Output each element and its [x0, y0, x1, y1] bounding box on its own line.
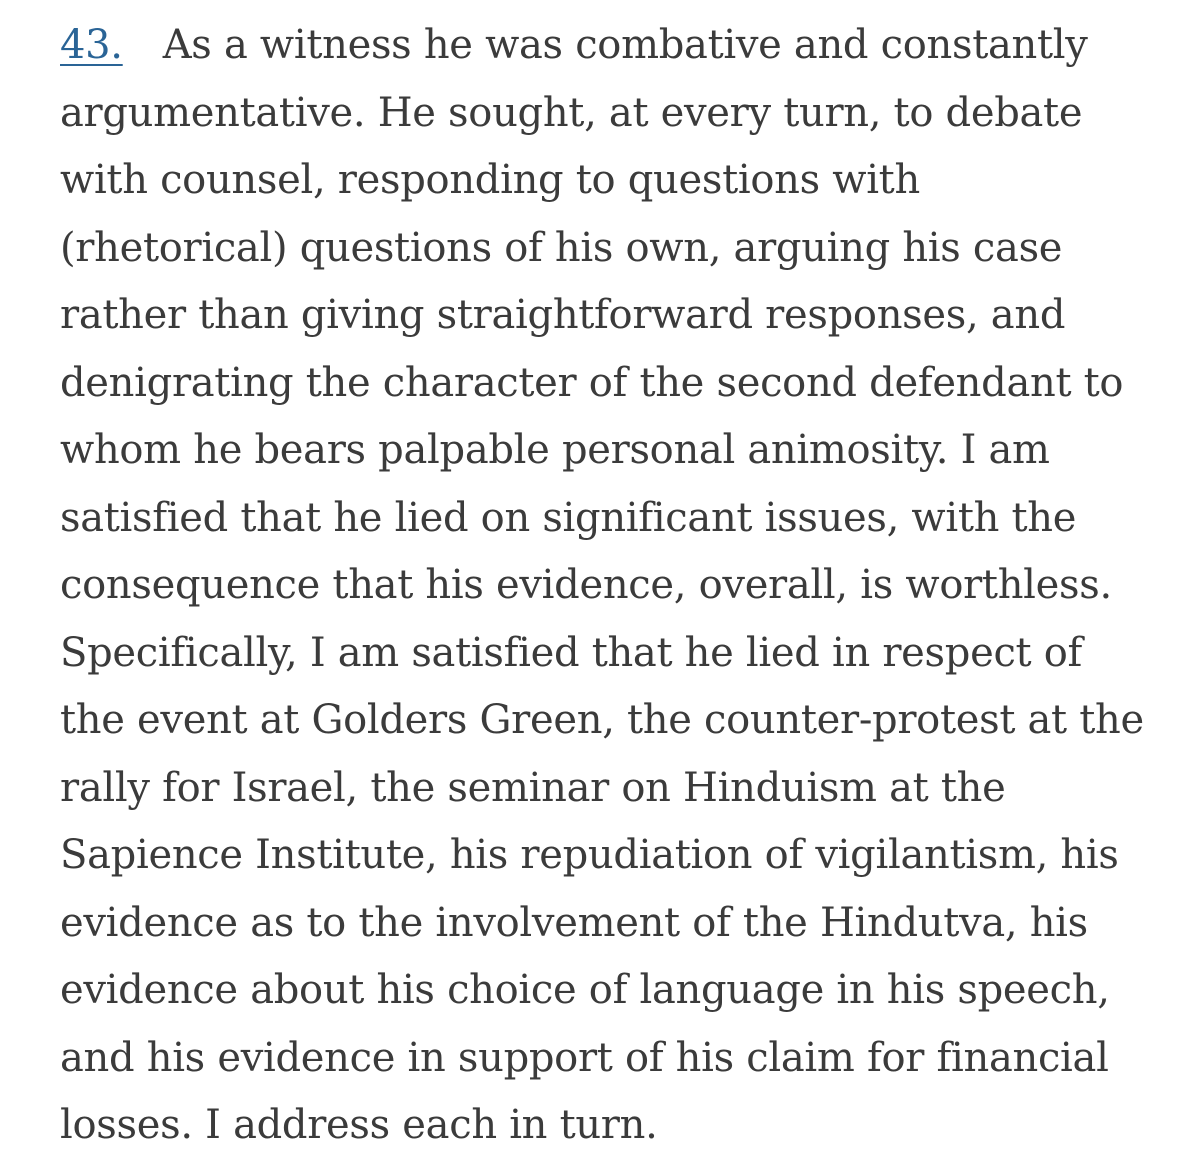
paragraph-line: the event at Golders Green, the counter-protest at the: [60, 697, 1144, 743]
paragraph-line: Sapience Institute, his repudiation of vigilantism, his: [60, 832, 1119, 878]
paragraph-line-text: As a witness he was combative and constantly: [162, 22, 1088, 68]
paragraph-line: whom he bears palpable personal animosity. I am: [60, 427, 1050, 473]
paragraph-line: losses. I address each in turn.: [60, 1102, 658, 1148]
paragraph-number-link[interactable]: 43.: [60, 22, 123, 68]
judgment-paragraph: [60, 12, 1160, 1160]
paragraph-line: rally for Israel, the seminar on Hinduism at the: [60, 764, 1006, 811]
paragraph-line: argumentative. He sought, at every turn, to debate: [60, 89, 1083, 136]
paragraph-line: rather than giving straightforward responses, and: [60, 292, 1066, 338]
paragraph-line: consequence that his evidence, overall, is worthless.: [60, 562, 1112, 608]
paragraph-line: denigrating the character of the second defendant to: [60, 359, 1124, 406]
paragraph-line: with counsel, responding to questions with: [60, 157, 920, 203]
paragraph-line: satisfied that he lied on significant issues, with the: [60, 494, 1077, 541]
paragraph-line: Specifically, I am satisfied that he lied in respect of: [60, 629, 1083, 676]
paragraph-line: and his evidence in support of his claim for financial: [60, 1034, 1109, 1081]
paragraph-line: (rhetorical) questions of his own, arguing his case: [60, 224, 1063, 271]
paragraph-line: [60, 12, 1160, 80]
paragraph-line: evidence about his choice of language in his speech,: [60, 967, 1110, 1013]
paragraph-line: evidence as to the involvement of the Hindutva, his: [60, 899, 1088, 946]
